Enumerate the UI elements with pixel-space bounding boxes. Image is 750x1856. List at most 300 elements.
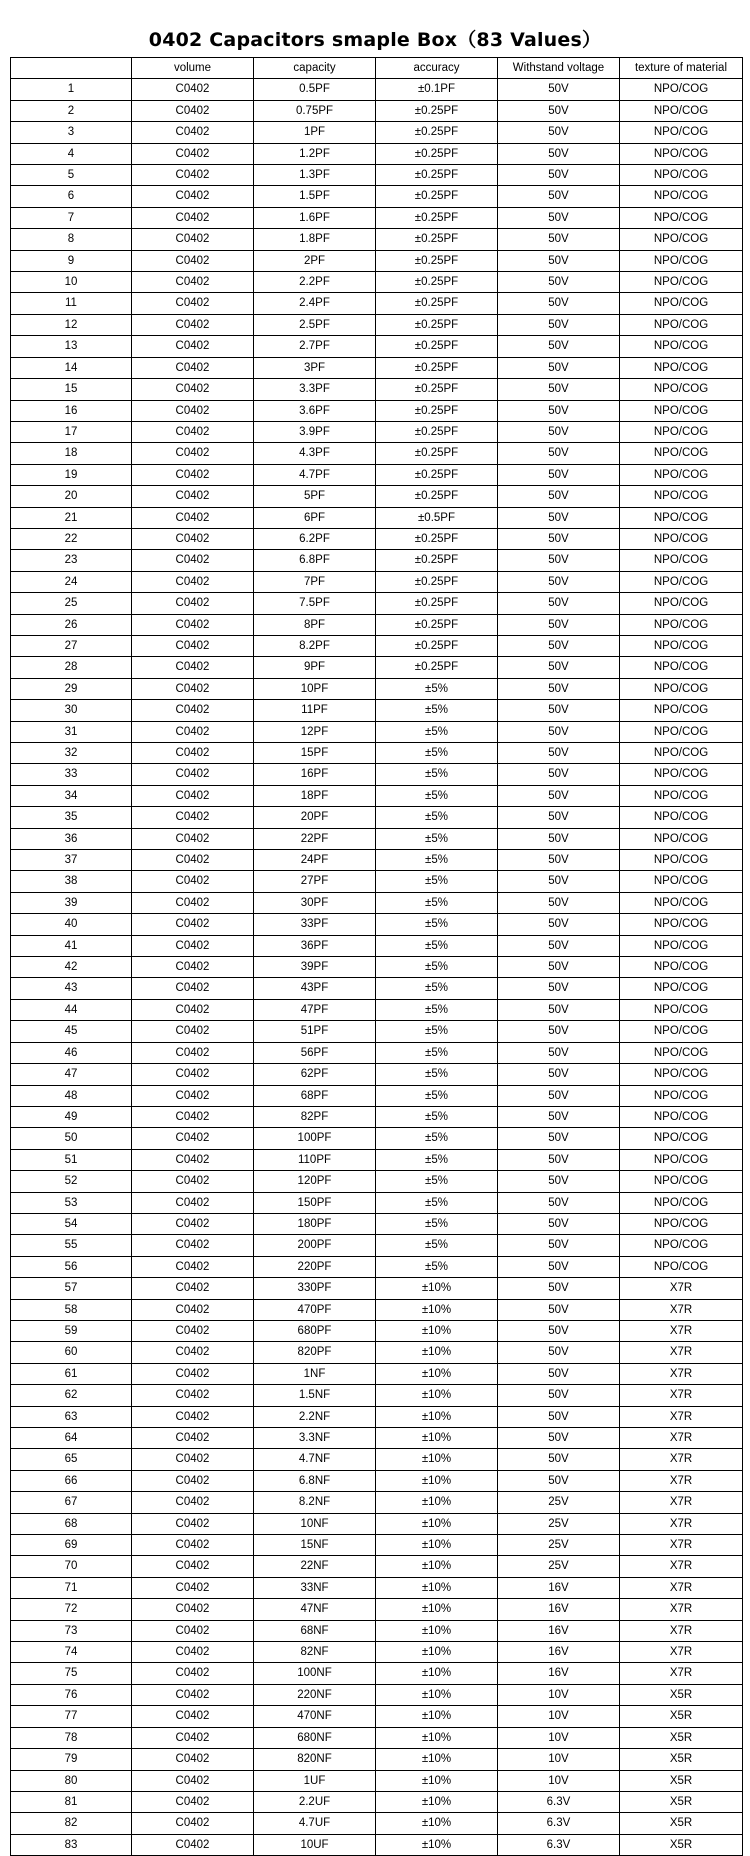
- cell-accuracy: ±10%: [376, 1599, 498, 1620]
- table-row: [11, 486, 743, 507]
- cell-material: NPO/COG: [620, 379, 743, 400]
- cell-volume: C0402: [132, 1684, 254, 1705]
- cell-volume: C0402: [132, 1278, 254, 1299]
- cell-index: 38: [11, 871, 132, 892]
- cell-volume: C0402: [132, 571, 254, 592]
- cell-accuracy: ±5%: [376, 871, 498, 892]
- cell-capacity: 2.5PF: [254, 314, 376, 335]
- cell-index: 80: [11, 1770, 132, 1791]
- cell-volume: C0402: [132, 935, 254, 956]
- cell-index: 63: [11, 1406, 132, 1427]
- table-header: [11, 58, 743, 79]
- cell-index: 76: [11, 1684, 132, 1705]
- cell-volume: C0402: [132, 657, 254, 678]
- cell-voltage: 50V: [498, 1192, 620, 1213]
- cell-voltage: 50V: [498, 999, 620, 1020]
- cell-capacity: 820PF: [254, 1342, 376, 1363]
- cell-material: X5R: [620, 1749, 743, 1770]
- cell-accuracy: ±10%: [376, 1278, 498, 1299]
- cell-capacity: 200PF: [254, 1235, 376, 1256]
- table-row: [11, 507, 743, 528]
- table-row: [11, 357, 743, 378]
- cell-capacity: 22NF: [254, 1556, 376, 1577]
- cell-capacity: 0.75PF: [254, 100, 376, 121]
- cell-material: NPO/COG: [620, 678, 743, 699]
- cell-material: X7R: [620, 1577, 743, 1598]
- cell-accuracy: ±10%: [376, 1470, 498, 1491]
- cell-volume: C0402: [132, 186, 254, 207]
- cell-capacity: 20PF: [254, 807, 376, 828]
- cell-material: NPO/COG: [620, 357, 743, 378]
- cell-voltage: 50V: [498, 1363, 620, 1384]
- cell-material: NPO/COG: [620, 892, 743, 913]
- cell-material: NPO/COG: [620, 700, 743, 721]
- cell-index: 34: [11, 785, 132, 806]
- cell-index: 18: [11, 443, 132, 464]
- cell-volume: C0402: [132, 1299, 254, 1320]
- table-row: [11, 743, 743, 764]
- cell-material: NPO/COG: [620, 914, 743, 935]
- table-row: [11, 122, 743, 143]
- cell-index: 59: [11, 1320, 132, 1341]
- table-row: [11, 1791, 743, 1812]
- cell-volume: C0402: [132, 828, 254, 849]
- cell-material: X7R: [620, 1642, 743, 1663]
- table-row: [11, 678, 743, 699]
- cell-accuracy: ±0.25PF: [376, 250, 498, 271]
- cell-capacity: 39PF: [254, 957, 376, 978]
- cell-index: 55: [11, 1235, 132, 1256]
- cell-accuracy: ±10%: [376, 1320, 498, 1341]
- cell-voltage: 50V: [498, 314, 620, 335]
- cell-capacity: 2.2UF: [254, 1791, 376, 1812]
- cell-voltage: 50V: [498, 421, 620, 442]
- cell-accuracy: ±5%: [376, 1171, 498, 1192]
- cell-volume: C0402: [132, 978, 254, 999]
- cell-voltage: 16V: [498, 1663, 620, 1684]
- cell-index: 3: [11, 122, 132, 143]
- cell-material: X7R: [620, 1342, 743, 1363]
- table-row: [11, 1106, 743, 1127]
- cell-capacity: 82NF: [254, 1642, 376, 1663]
- cell-material: NPO/COG: [620, 657, 743, 678]
- cell-accuracy: ±0.25PF: [376, 229, 498, 250]
- cell-index: 66: [11, 1470, 132, 1491]
- cell-index: 40: [11, 914, 132, 935]
- cell-voltage: 50V: [498, 743, 620, 764]
- cell-volume: C0402: [132, 1085, 254, 1106]
- cell-index: 27: [11, 635, 132, 656]
- cell-voltage: 50V: [498, 379, 620, 400]
- table-row: [11, 1642, 743, 1663]
- cell-accuracy: ±5%: [376, 1235, 498, 1256]
- cell-accuracy: ±10%: [376, 1684, 498, 1705]
- cell-volume: C0402: [132, 443, 254, 464]
- cell-accuracy: ±0.5PF: [376, 507, 498, 528]
- cell-volume: C0402: [132, 1492, 254, 1513]
- cell-volume: C0402: [132, 1064, 254, 1085]
- cell-accuracy: ±10%: [376, 1642, 498, 1663]
- cell-volume: C0402: [132, 1428, 254, 1449]
- cell-accuracy: ±10%: [376, 1663, 498, 1684]
- cell-accuracy: ±10%: [376, 1342, 498, 1363]
- table-row: [11, 1256, 743, 1277]
- cell-accuracy: ±0.1PF: [376, 79, 498, 100]
- cell-accuracy: ±5%: [376, 1256, 498, 1277]
- cell-index: 46: [11, 1042, 132, 1063]
- cell-voltage: 50V: [498, 1064, 620, 1085]
- cell-accuracy: ±10%: [376, 1556, 498, 1577]
- cell-capacity: 36PF: [254, 935, 376, 956]
- cell-index: 49: [11, 1106, 132, 1127]
- cell-index: 39: [11, 892, 132, 913]
- cell-index: 12: [11, 314, 132, 335]
- cell-accuracy: ±5%: [376, 785, 498, 806]
- cell-material: NPO/COG: [620, 571, 743, 592]
- cell-voltage: 50V: [498, 1128, 620, 1149]
- cell-material: NPO/COG: [620, 614, 743, 635]
- cell-index: 53: [11, 1192, 132, 1213]
- cell-voltage: 25V: [498, 1535, 620, 1556]
- cell-volume: C0402: [132, 871, 254, 892]
- cell-index: 74: [11, 1642, 132, 1663]
- cell-capacity: 56PF: [254, 1042, 376, 1063]
- cell-accuracy: ±10%: [376, 1727, 498, 1748]
- table-row: [11, 1299, 743, 1320]
- cell-accuracy: ±0.25PF: [376, 357, 498, 378]
- cell-volume: C0402: [132, 678, 254, 699]
- table-row: [11, 272, 743, 293]
- cell-capacity: 1.3PF: [254, 165, 376, 186]
- cell-voltage: 50V: [498, 914, 620, 935]
- table-row: [11, 807, 743, 828]
- cell-index: 77: [11, 1706, 132, 1727]
- cell-index: 70: [11, 1556, 132, 1577]
- cell-capacity: 4.7NF: [254, 1449, 376, 1470]
- cell-index: 72: [11, 1599, 132, 1620]
- cell-voltage: 50V: [498, 657, 620, 678]
- cell-voltage: 50V: [498, 528, 620, 549]
- cell-material: X5R: [620, 1834, 743, 1855]
- cell-index: 30: [11, 700, 132, 721]
- cell-index: 56: [11, 1256, 132, 1277]
- cell-material: NPO/COG: [620, 507, 743, 528]
- table-row: [11, 1235, 743, 1256]
- cell-accuracy: ±10%: [376, 1834, 498, 1855]
- cell-accuracy: ±5%: [376, 764, 498, 785]
- cell-material: NPO/COG: [620, 593, 743, 614]
- cell-index: 8: [11, 229, 132, 250]
- cell-volume: C0402: [132, 79, 254, 100]
- cell-capacity: 7PF: [254, 571, 376, 592]
- cell-material: X5R: [620, 1791, 743, 1812]
- table-row: [11, 1577, 743, 1598]
- table-row: [11, 379, 743, 400]
- cell-index: 24: [11, 571, 132, 592]
- cell-material: NPO/COG: [620, 957, 743, 978]
- table-row: [11, 143, 743, 164]
- cell-volume: C0402: [132, 1556, 254, 1577]
- table-row: [11, 1213, 743, 1234]
- cell-capacity: 15NF: [254, 1535, 376, 1556]
- table-row: [11, 614, 743, 635]
- cell-voltage: 50V: [498, 1385, 620, 1406]
- header-accuracy: accuracy: [376, 58, 498, 79]
- cell-material: NPO/COG: [620, 272, 743, 293]
- cell-capacity: 680NF: [254, 1727, 376, 1748]
- table-row: [11, 314, 743, 335]
- cell-capacity: 2.4PF: [254, 293, 376, 314]
- cell-material: NPO/COG: [620, 1256, 743, 1277]
- cell-material: X7R: [620, 1278, 743, 1299]
- cell-volume: C0402: [132, 421, 254, 442]
- cell-capacity: 1NF: [254, 1363, 376, 1384]
- cell-index: 45: [11, 1021, 132, 1042]
- cell-capacity: 6.2PF: [254, 528, 376, 549]
- table-row: [11, 1385, 743, 1406]
- cell-index: 60: [11, 1342, 132, 1363]
- cell-volume: C0402: [132, 1470, 254, 1491]
- table-row: [11, 978, 743, 999]
- cell-voltage: 50V: [498, 1278, 620, 1299]
- cell-accuracy: ±0.25PF: [376, 207, 498, 228]
- table-row: [11, 892, 743, 913]
- cell-volume: C0402: [132, 1149, 254, 1170]
- table-row: [11, 1727, 743, 1748]
- table-row: [11, 1149, 743, 1170]
- cell-index: 29: [11, 678, 132, 699]
- cell-capacity: 10PF: [254, 678, 376, 699]
- cell-material: X5R: [620, 1684, 743, 1705]
- cell-material: NPO/COG: [620, 528, 743, 549]
- cell-accuracy: ±10%: [376, 1363, 498, 1384]
- cell-accuracy: ±5%: [376, 1021, 498, 1042]
- cell-voltage: 50V: [498, 935, 620, 956]
- cell-voltage: 50V: [498, 828, 620, 849]
- cell-material: NPO/COG: [620, 293, 743, 314]
- cell-capacity: 470PF: [254, 1299, 376, 1320]
- cell-voltage: 50V: [498, 1235, 620, 1256]
- cell-material: X7R: [620, 1535, 743, 1556]
- cell-capacity: 7.5PF: [254, 593, 376, 614]
- cell-capacity: 8PF: [254, 614, 376, 635]
- cell-material: NPO/COG: [620, 785, 743, 806]
- cell-index: 43: [11, 978, 132, 999]
- cell-material: X5R: [620, 1727, 743, 1748]
- cell-capacity: 1.8PF: [254, 229, 376, 250]
- cell-accuracy: ±0.25PF: [376, 336, 498, 357]
- cell-accuracy: ±0.25PF: [376, 293, 498, 314]
- cell-volume: C0402: [132, 721, 254, 742]
- cell-index: 17: [11, 421, 132, 442]
- cell-accuracy: ±10%: [376, 1513, 498, 1534]
- cell-volume: C0402: [132, 1320, 254, 1341]
- cell-capacity: 12PF: [254, 721, 376, 742]
- table-row: [11, 657, 743, 678]
- cell-accuracy: ±0.25PF: [376, 614, 498, 635]
- cell-index: 15: [11, 379, 132, 400]
- table-row: [11, 1406, 743, 1427]
- cell-volume: C0402: [132, 1620, 254, 1641]
- cell-capacity: 30PF: [254, 892, 376, 913]
- cell-volume: C0402: [132, 165, 254, 186]
- cell-capacity: 8.2PF: [254, 635, 376, 656]
- cell-material: X7R: [620, 1663, 743, 1684]
- cell-material: X7R: [620, 1385, 743, 1406]
- cell-voltage: 50V: [498, 486, 620, 507]
- cell-volume: C0402: [132, 1577, 254, 1598]
- cell-capacity: 43PF: [254, 978, 376, 999]
- header-row: [11, 58, 743, 79]
- table-row: [11, 293, 743, 314]
- cell-index: 48: [11, 1085, 132, 1106]
- cell-index: 50: [11, 1128, 132, 1149]
- cell-capacity: 220NF: [254, 1684, 376, 1705]
- cell-accuracy: ±10%: [376, 1791, 498, 1812]
- cell-voltage: 50V: [498, 957, 620, 978]
- cell-capacity: 6.8NF: [254, 1470, 376, 1491]
- cell-accuracy: ±5%: [376, 1042, 498, 1063]
- cell-voltage: 50V: [498, 1106, 620, 1127]
- page-title: 0402 Capacitors smaple Box（83 Values）: [148, 29, 602, 51]
- cell-capacity: 120PF: [254, 1171, 376, 1192]
- table-row: [11, 850, 743, 871]
- cell-voltage: 50V: [498, 100, 620, 121]
- cell-capacity: 15PF: [254, 743, 376, 764]
- table-row: [11, 999, 743, 1020]
- table-row: [11, 1663, 743, 1684]
- cell-voltage: 50V: [498, 635, 620, 656]
- cell-accuracy: ±0.25PF: [376, 464, 498, 485]
- cell-accuracy: ±5%: [376, 1192, 498, 1213]
- table-row: [11, 914, 743, 935]
- cell-material: NPO/COG: [620, 1106, 743, 1127]
- cell-volume: C0402: [132, 122, 254, 143]
- cell-material: NPO/COG: [620, 1042, 743, 1063]
- cell-capacity: 3PF: [254, 357, 376, 378]
- table-row: [11, 1492, 743, 1513]
- cell-index: 28: [11, 657, 132, 678]
- cell-capacity: 820NF: [254, 1749, 376, 1770]
- cell-capacity: 1.5NF: [254, 1385, 376, 1406]
- cell-accuracy: ±0.25PF: [376, 272, 498, 293]
- table-row: [11, 1278, 743, 1299]
- cell-material: NPO/COG: [620, 250, 743, 271]
- cell-material: X7R: [620, 1599, 743, 1620]
- cell-accuracy: ±0.25PF: [376, 528, 498, 549]
- cell-material: NPO/COG: [620, 1085, 743, 1106]
- cell-capacity: 10UF: [254, 1834, 376, 1855]
- table-row: [11, 1556, 743, 1577]
- cell-capacity: 150PF: [254, 1192, 376, 1213]
- header-index: [11, 58, 132, 79]
- cell-index: 32: [11, 743, 132, 764]
- cell-voltage: 50V: [498, 678, 620, 699]
- cell-voltage: 50V: [498, 122, 620, 143]
- table-row: [11, 1535, 743, 1556]
- cell-capacity: 0.5PF: [254, 79, 376, 100]
- cell-material: NPO/COG: [620, 143, 743, 164]
- cell-capacity: 11PF: [254, 700, 376, 721]
- cell-material: NPO/COG: [620, 207, 743, 228]
- cell-volume: C0402: [132, 1813, 254, 1834]
- cell-volume: C0402: [132, 293, 254, 314]
- cell-volume: C0402: [132, 1235, 254, 1256]
- cell-voltage: 50V: [498, 807, 620, 828]
- cell-index: 57: [11, 1278, 132, 1299]
- cell-volume: C0402: [132, 1406, 254, 1427]
- cell-voltage: 50V: [498, 1021, 620, 1042]
- cell-voltage: 10V: [498, 1727, 620, 1748]
- cell-material: NPO/COG: [620, 1149, 743, 1170]
- cell-accuracy: ±10%: [376, 1749, 498, 1770]
- cell-voltage: 50V: [498, 1213, 620, 1234]
- cell-voltage: 50V: [498, 892, 620, 913]
- table-row: [11, 828, 743, 849]
- cell-index: 7: [11, 207, 132, 228]
- header-withstand-voltage: Withstand voltage: [498, 58, 620, 79]
- header-volume: volume: [132, 58, 254, 79]
- cell-material: NPO/COG: [620, 1064, 743, 1085]
- cell-material: X5R: [620, 1770, 743, 1791]
- cell-volume: C0402: [132, 379, 254, 400]
- cell-voltage: 50V: [498, 1342, 620, 1363]
- cell-voltage: 6.3V: [498, 1813, 620, 1834]
- cell-capacity: 6PF: [254, 507, 376, 528]
- cell-index: 35: [11, 807, 132, 828]
- cell-capacity: 18PF: [254, 785, 376, 806]
- cell-index: 13: [11, 336, 132, 357]
- cell-volume: C0402: [132, 635, 254, 656]
- cell-material: NPO/COG: [620, 743, 743, 764]
- cell-voltage: 50V: [498, 229, 620, 250]
- cell-volume: C0402: [132, 1342, 254, 1363]
- cell-accuracy: ±5%: [376, 1085, 498, 1106]
- cell-volume: C0402: [132, 1599, 254, 1620]
- cell-voltage: 50V: [498, 165, 620, 186]
- cell-capacity: 330PF: [254, 1278, 376, 1299]
- table-row: [11, 186, 743, 207]
- cell-voltage: 50V: [498, 357, 620, 378]
- cell-material: X7R: [620, 1320, 743, 1341]
- cell-volume: C0402: [132, 1770, 254, 1791]
- cell-material: X7R: [620, 1556, 743, 1577]
- cell-index: 2: [11, 100, 132, 121]
- cell-material: NPO/COG: [620, 807, 743, 828]
- cell-accuracy: ±5%: [376, 978, 498, 999]
- table-row: [11, 1706, 743, 1727]
- table-row: [11, 935, 743, 956]
- cell-voltage: 50V: [498, 293, 620, 314]
- cell-material: NPO/COG: [620, 229, 743, 250]
- table-row: [11, 1684, 743, 1705]
- cell-capacity: 1UF: [254, 1770, 376, 1791]
- cell-index: 64: [11, 1428, 132, 1449]
- table-row: [11, 79, 743, 100]
- cell-index: 82: [11, 1813, 132, 1834]
- cell-accuracy: ±5%: [376, 700, 498, 721]
- cell-material: NPO/COG: [620, 314, 743, 335]
- cell-voltage: 50V: [498, 400, 620, 421]
- cell-accuracy: ±0.25PF: [376, 165, 498, 186]
- table-row: [11, 1513, 743, 1534]
- cell-capacity: 3.9PF: [254, 421, 376, 442]
- cell-index: 47: [11, 1064, 132, 1085]
- cell-volume: C0402: [132, 1727, 254, 1748]
- cell-index: 69: [11, 1535, 132, 1556]
- cell-capacity: 3.3NF: [254, 1428, 376, 1449]
- table-row: [11, 250, 743, 271]
